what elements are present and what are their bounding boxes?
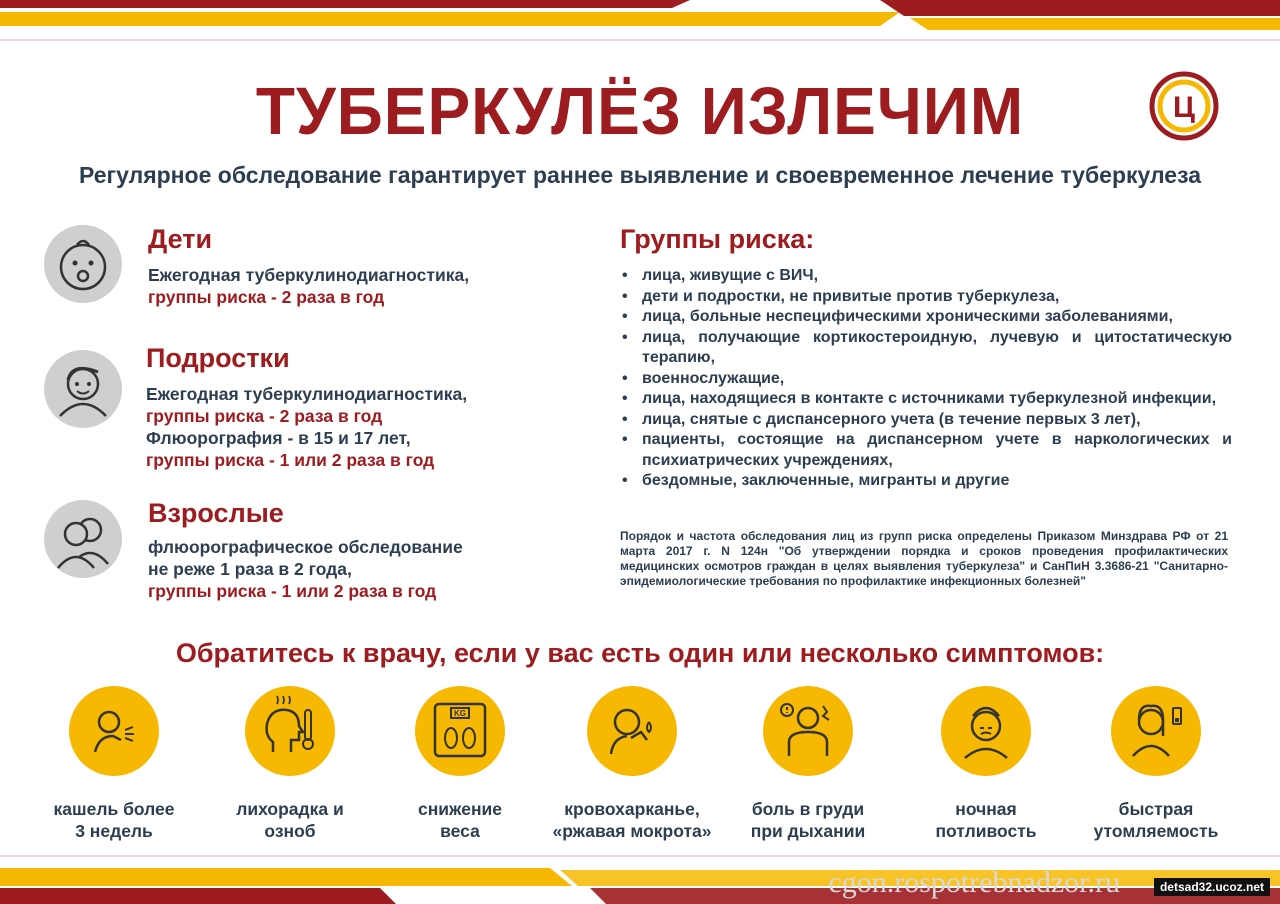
legal-note: Порядок и частота обследования лиц из групп риска определены Приказом Минздрава РФ от 21 марта 2017 г. N 124н "Об утверждении порядка и сроков проведения профилактических медицинских осмотров граждан в целях выявления туберкулеза" и СанПиН 3.3686-21 "Санитарно-эпидемиологические требования по профилактике инфекционных болезней" bbox=[620, 529, 1228, 588]
group-title-adults: Взрослые bbox=[148, 498, 284, 528]
group-body-adults bbox=[148, 536, 463, 602]
logo-letter: Ц bbox=[1173, 91, 1195, 124]
symptom-label: лихорадка и озноб bbox=[236, 799, 344, 841]
symptom-night-sweats bbox=[906, 686, 1066, 842]
group-line: группы риска - 1 или 2 раза в год bbox=[146, 450, 435, 470]
night-sweat-icon bbox=[941, 686, 1031, 776]
symptom-fatigue bbox=[1076, 686, 1236, 842]
symptom-label: быстрая утомляемость bbox=[1093, 799, 1219, 841]
fatigue-icon bbox=[1111, 686, 1201, 776]
scale-icon bbox=[415, 686, 505, 776]
risk-item: • пациенты, состоящие на диспансерном учете в наркологических и психиатрических учреждениях, bbox=[620, 430, 1232, 471]
risk-item: • лица, снятые с диспансерного учета (в течение первых 3 лет), bbox=[620, 410, 1232, 431]
risk-item: • лица, больные неспецифическими хроническими заболеваниями, bbox=[620, 307, 1232, 328]
symptom-label: снижение веса bbox=[417, 799, 503, 841]
page-subtitle: Регулярное обследование гарантирует раннее выявление и своевременное лечение туберкулеза bbox=[78, 162, 1202, 188]
risk-item: • лица, получающие кортикостероидную, лучевую и цитостатическую терапию, bbox=[620, 328, 1232, 369]
symptom-hemoptysis bbox=[552, 686, 712, 842]
group-line: Флюорография - в 15 и 17 лет, bbox=[146, 428, 411, 448]
symptom-label: кашель более 3 недель bbox=[53, 799, 175, 841]
fever-icon bbox=[245, 686, 335, 776]
symptoms-heading: Обратитесь к врачу, если у вас есть один или несколько симптомов: bbox=[175, 638, 1105, 668]
teen-icon bbox=[44, 350, 122, 428]
symptom-label: боль в груди при дыхании bbox=[750, 799, 866, 841]
group-line: группы риска - 2 раза в год bbox=[148, 287, 385, 307]
risk-item: • лица, живущие с ВИЧ, bbox=[620, 266, 1232, 287]
chest-pain-icon bbox=[763, 686, 853, 776]
risk-item: • военнослужащие, bbox=[620, 369, 1232, 390]
group-line: Ежегодная туберкулинодиагностика, bbox=[148, 265, 470, 285]
group-title-teens: Подростки bbox=[146, 343, 290, 373]
group-body-teens bbox=[146, 383, 467, 471]
group-line: Ежегодная туберкулинодиагностика, bbox=[146, 384, 468, 404]
cough-icon bbox=[69, 686, 159, 776]
symptom-fever bbox=[210, 686, 370, 842]
risk-item: • бездомные, заключенные, мигранты и другие bbox=[620, 471, 1232, 492]
symptom-chest-pain bbox=[728, 686, 888, 842]
symptom-label: ночная потливость bbox=[935, 799, 1037, 841]
svg-text:KG: KG bbox=[454, 709, 466, 718]
adults-icon bbox=[44, 500, 122, 578]
group-line: группы риска - 2 раза в год bbox=[146, 406, 383, 426]
group-line: не реже 1 раза в 2 года, bbox=[148, 559, 352, 579]
top-decoration bbox=[0, 0, 1280, 50]
symptom-label: кровохарканье, «ржавая мокрота» bbox=[552, 799, 712, 841]
risk-item: • дети и подростки, не привитые против туберкулеза, bbox=[620, 287, 1232, 308]
baby-icon bbox=[44, 225, 122, 303]
watermark: cgon.rospotrebnadzor.ru bbox=[828, 866, 1120, 899]
risk-item: • лица, находящиеся в контакте с источниками туберкулезной инфекции, bbox=[620, 389, 1232, 410]
group-line: группы риска - 1 или 2 раза в год bbox=[148, 581, 437, 601]
group-line: флюорографическое обследование bbox=[148, 537, 463, 557]
risk-groups-title: Группы риска: bbox=[620, 224, 815, 254]
symptom-weight-loss bbox=[380, 686, 540, 842]
symptom-cough bbox=[34, 686, 194, 842]
group-title-children: Дети bbox=[148, 224, 213, 254]
site-label[interactable]: detsad32.ucoz.net bbox=[1154, 878, 1270, 896]
page-title: ТУБЕРКУЛЁЗ ИЗЛЕЧИМ bbox=[255, 73, 1025, 149]
blood-cough-icon bbox=[587, 686, 677, 776]
group-body-children bbox=[148, 264, 469, 308]
risk-groups-list bbox=[620, 266, 1232, 492]
